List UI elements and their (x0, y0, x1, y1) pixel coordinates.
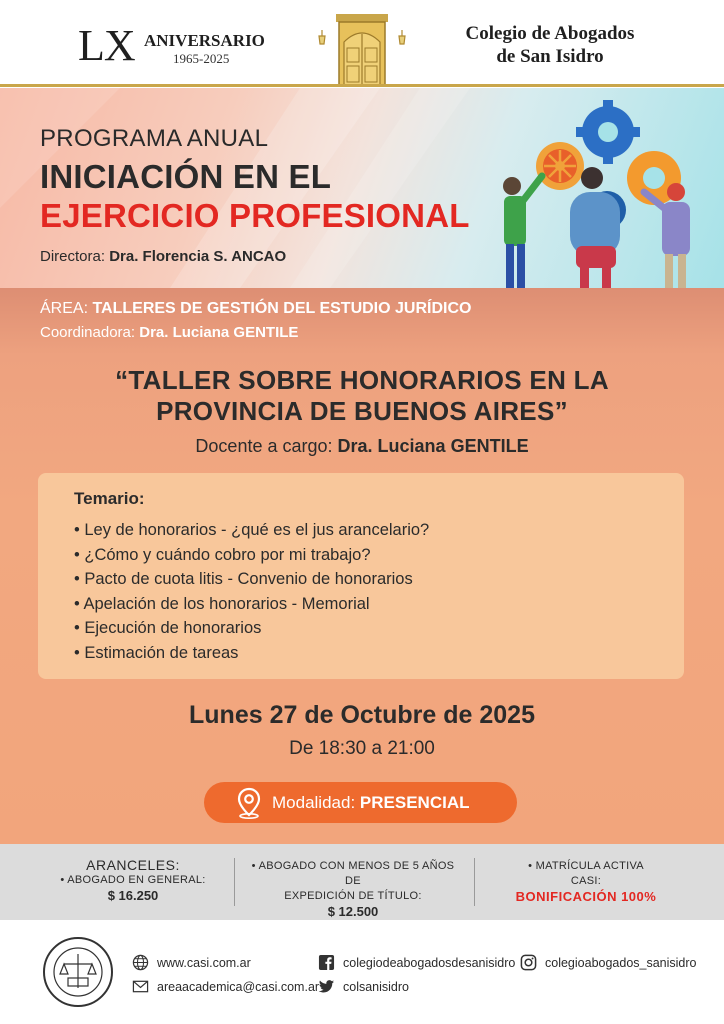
twitter-text: colsanisidro (343, 979, 410, 994)
program-title-line2: EJERCICIO PROFESIONAL (40, 197, 470, 234)
website-link[interactable] (132, 954, 251, 971)
twitter-icon (318, 978, 335, 995)
fee-general-value: $ 16.250 (107, 888, 159, 903)
organization-name-line1: Colegio de Abogados (465, 23, 635, 44)
fees-divider (234, 858, 235, 906)
program-director (40, 248, 286, 265)
footer (0, 920, 724, 1024)
college-seal-icon (42, 936, 114, 1008)
anniversary-label: ANIVERSARIO (144, 31, 265, 50)
fees-band (0, 844, 724, 920)
syllabus-list (74, 518, 429, 665)
workshop-title-line2: PROVINCIA DE BUENOS AIRES” (156, 396, 568, 426)
facebook-icon (318, 954, 335, 971)
anniversary-roman-numeral: LX (78, 21, 135, 70)
header-bar (0, 0, 724, 88)
syllabus-title: Temario: (74, 489, 145, 508)
fee-casi-value: BONIFICACIÓN 100% (515, 889, 657, 904)
coordinator-label: Coordinadora: (40, 324, 136, 341)
email-link[interactable] (132, 978, 319, 995)
facebook-text: colegiodeabogadosdesanisidro (343, 955, 516, 970)
director-name: Dra. Florencia S. ANCAO (109, 248, 287, 265)
fees-heading: ARANCELES: (86, 857, 180, 873)
modality-text (272, 793, 469, 813)
anniversary-years: 1965-2025 (173, 51, 230, 66)
fees-divider (474, 858, 475, 906)
list-item: • Apelación de los honorarios - Memorial (74, 594, 370, 613)
list-item: • Ley de honorarios - ¿qué es el jus arancelario? (74, 521, 430, 539)
instagram-text: colegioabogados_sanisidro (545, 955, 697, 970)
program-label: PROGRAMA ANUAL (40, 125, 269, 152)
list-item: • Ejecución de honorarios (74, 619, 262, 637)
list-item: • Pacto de cuota litis - Convenio de honorarios (74, 570, 413, 588)
fee-casi-label-line1: • MATRÍCULA ACTIVA (528, 860, 644, 872)
workshop-teacher (40, 436, 684, 457)
list-item: • ¿Cómo y cuándo cobro por mi trabajo? (74, 545, 371, 564)
fee-junior-label-line2: EXPEDICIÓN DE TÍTULO: (284, 890, 422, 902)
fee-general (48, 844, 218, 920)
director-label: Directora: (40, 248, 106, 265)
website-text: www.casi.com.ar (157, 955, 251, 970)
facebook-link[interactable] (318, 954, 515, 971)
event-date: Lunes 27 de Octubre de 2025 (189, 701, 535, 729)
instagram-icon (520, 954, 537, 971)
fee-junior-value: $ 12.500 (327, 904, 379, 919)
email-text: areaacademica@casi.com.ar (157, 979, 320, 994)
people-gears-illustration (492, 96, 702, 320)
coordinator-name: Dra. Luciana GENTILE (139, 324, 299, 341)
organization-name (440, 22, 660, 68)
globe-icon (132, 954, 149, 971)
program-title-line1: INICIACIÓN EN EL (40, 158, 332, 195)
gear-icon-orange-left (536, 142, 584, 190)
header-gold-rule (0, 84, 724, 87)
fee-junior-label-line1: • ABOGADO CON MENOS DE 5 AÑOS DE (251, 860, 455, 887)
fee-junior (248, 844, 458, 920)
coordinator-line (40, 324, 298, 341)
modality-value: PRESENCIAL (359, 793, 470, 812)
teacher-name: Dra. Luciana GENTILE (337, 436, 529, 456)
mail-icon (132, 978, 149, 995)
door-logo-icon (312, 12, 412, 86)
event-time: De 18:30 a 21:00 (289, 738, 435, 759)
area-line (40, 300, 471, 318)
syllabus-panel (38, 473, 684, 679)
list-item: • Estimación de tareas (74, 643, 239, 662)
fee-general-label: • ABOGADO EN GENERAL: (60, 874, 206, 886)
modality-badge (204, 782, 517, 823)
fee-casi (488, 844, 684, 920)
twitter-link[interactable] (318, 978, 409, 995)
fee-casi-label-line2: CASI: (570, 875, 602, 887)
location-pin-icon (236, 787, 262, 819)
gear-icon-blue-top (576, 100, 640, 164)
instagram-link[interactable] (520, 954, 697, 971)
modality-label: Modalidad: (272, 793, 356, 812)
area-name: TALLERES DE GESTIÓN DEL ESTUDIO JURÍDICO (92, 300, 472, 317)
workshop-title-line1: “TALLER SOBRE HONORARIOS EN LA (115, 365, 609, 395)
workshop-title (40, 365, 684, 427)
teacher-label: Docente a cargo: (195, 436, 333, 456)
organization-name-line2: de San Isidro (496, 46, 604, 67)
area-label: ÁREA: (40, 300, 89, 317)
